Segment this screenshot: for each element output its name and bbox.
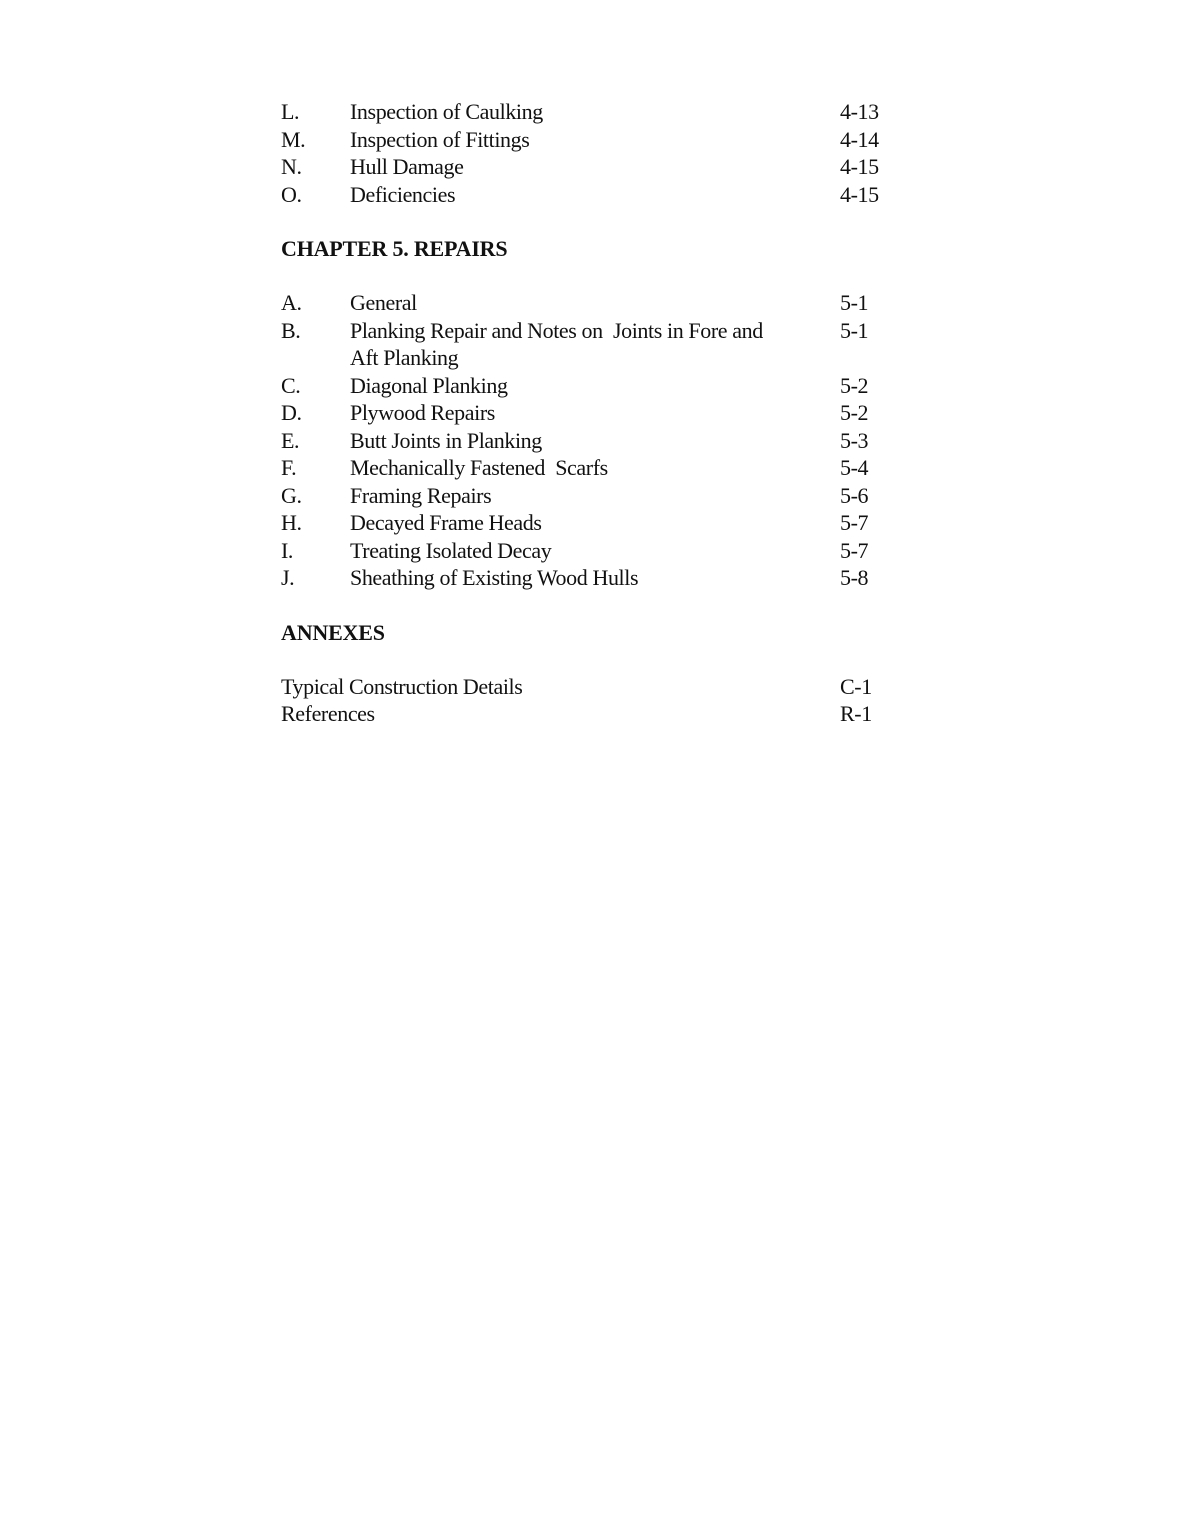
chapter-4-continued-list — [281, 98, 901, 208]
toc-entry-title: Plywood Repairs — [350, 400, 495, 425]
toc-entry-title: Treating Isolated Decay — [350, 537, 552, 563]
toc-entry — [281, 482, 901, 510]
toc-entry-title: Inspection of Caulking — [350, 99, 543, 124]
toc-entry-letter: G. — [281, 482, 302, 508]
toc-entry-page: 5-1 — [840, 317, 869, 343]
toc-entry — [281, 509, 901, 537]
toc-entry-page: 5-8 — [840, 565, 869, 590]
toc-entry-page: 5-4 — [840, 455, 869, 480]
toc-entry-page: 5-7 — [840, 510, 869, 535]
toc-entry-page: 4-15 — [840, 181, 879, 207]
toc-entry — [281, 427, 901, 455]
toc-entry — [281, 126, 901, 154]
toc-entry-title: Planking Repair and Notes on Joints in Fore and Aft Planking — [350, 317, 767, 370]
toc-entry-letter: C. — [281, 372, 301, 398]
toc-entry-letter: D. — [281, 400, 302, 425]
toc-entry-letter: I. — [281, 537, 294, 563]
toc-entry-title: Inspection of Fittings — [350, 126, 530, 152]
toc-entry-title: Diagonal Planking — [350, 372, 508, 398]
toc-entry-title: Sheathing of Existing Wood Hulls — [350, 565, 639, 590]
toc-entry-page: 5-2 — [840, 400, 869, 425]
toc-entry-letter: O. — [281, 181, 302, 207]
toc-entry-page: 5-6 — [840, 482, 869, 508]
table-of-contents — [281, 98, 901, 728]
toc-entry — [281, 564, 901, 592]
toc-entry-page: 5-3 — [840, 427, 869, 453]
toc-entry-title: General — [350, 290, 417, 315]
toc-entry-letter: B. — [281, 317, 301, 343]
toc-entry-page: 4-14 — [840, 126, 879, 152]
toc-entry — [281, 153, 901, 181]
toc-entry — [281, 181, 901, 209]
toc-entry — [281, 289, 901, 317]
toc-entry-letter: A. — [281, 290, 302, 315]
chapter-5-heading: CHAPTER 5. REPAIRS — [281, 236, 508, 261]
toc-entry — [281, 399, 901, 427]
toc-entry-letter: L. — [281, 99, 300, 124]
toc-entry-title: Mechanically Fastened Scarfs — [350, 455, 608, 480]
toc-entry-title: References — [281, 701, 375, 726]
toc-entry-page: 5-7 — [840, 537, 869, 563]
chapter-5-list — [281, 289, 901, 592]
toc-entry-title: Framing Repairs — [350, 482, 492, 508]
toc-entry-title: Decayed Frame Heads — [350, 510, 542, 535]
toc-entry — [281, 537, 901, 565]
toc-entry-title: Deficiencies — [350, 181, 456, 207]
toc-entry-page: 5-1 — [840, 290, 869, 315]
toc-entry-letter: N. — [281, 154, 302, 179]
toc-entry-title: Typical Construction Details — [281, 673, 523, 699]
toc-entry-page: R-1 — [840, 701, 872, 726]
toc-entry — [281, 454, 901, 482]
toc-entry-title: Butt Joints in Planking — [350, 427, 542, 453]
toc-entry-title: Hull Damage — [350, 154, 464, 179]
toc-entry-page: 5-2 — [840, 372, 869, 398]
toc-entry-page: C-1 — [840, 673, 872, 699]
annexes-list — [281, 673, 901, 728]
toc-entry-page: 4-15 — [840, 154, 879, 179]
toc-entry — [281, 700, 901, 728]
annexes-heading: ANNEXES — [281, 619, 385, 645]
toc-entry-page: 4-13 — [840, 99, 879, 124]
toc-entry-letter: F. — [281, 455, 297, 480]
toc-entry — [281, 98, 901, 126]
toc-entry-letter: E. — [281, 427, 300, 453]
toc-entry — [281, 673, 901, 701]
toc-entry — [281, 372, 901, 400]
toc-entry-letter: H. — [281, 510, 302, 535]
toc-entry — [281, 317, 901, 372]
toc-entry-letter: J. — [281, 565, 295, 590]
toc-entry-letter: M. — [281, 126, 306, 152]
